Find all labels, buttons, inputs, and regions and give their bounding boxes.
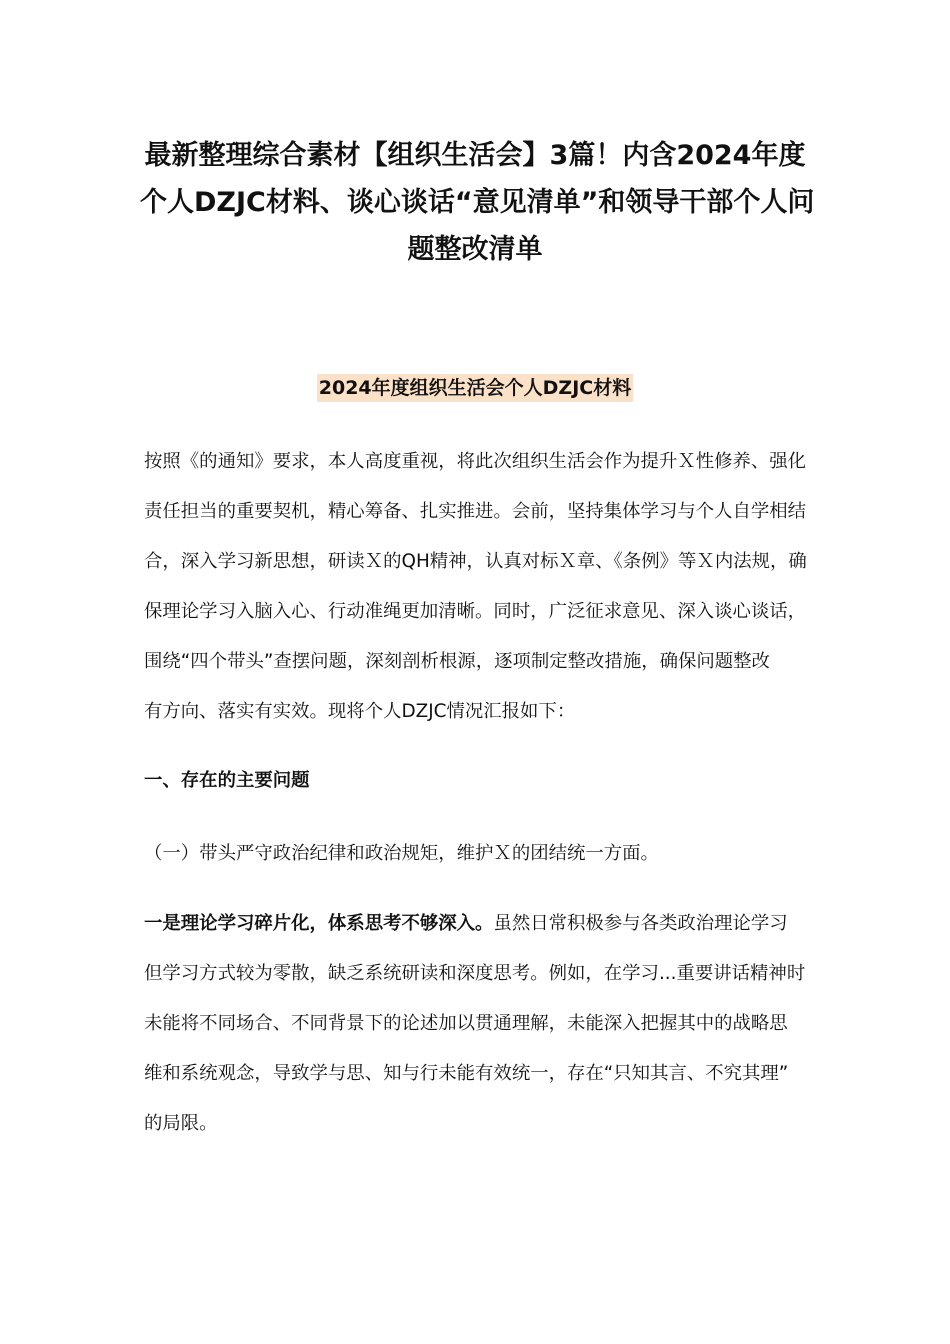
intro-line-5: 围绕“四个带头”查摆问题，深刻剖析根源，逐项制定整改措施，确保问题整改 [144, 651, 770, 672]
section-heading: 一、存在的主要问题 [144, 770, 310, 791]
point-one-line-3: 未能将不同场合、不同背景下的论述加以贯通理解，未能深入把握其中的战略思 [144, 1013, 788, 1034]
point-one-line-1 [144, 899, 808, 949]
intro-line-1: 按照《的通知》要求，本人高度重视，将此次组织生活会作为提升Ｘ性修养、强化 [144, 451, 807, 472]
title-line-2: 个人DZJC材料、谈心谈话“意见清单”和领导干部个人问 [140, 187, 815, 218]
point-one-line-4: 维和系统观念，导致学与思、知与行未能有效统一，存在“只知其言、不究其理” [144, 1063, 789, 1084]
title-line-3: 题整改清单 [407, 234, 543, 265]
intro-line-2: 责任担当的重要契机，精心筹备、扎实推进。会前，坚持集体学习与个人自学相结 [144, 501, 807, 522]
document-title [140, 132, 815, 273]
intro-line-6: 有方向、落实有实效。现将个人DZJC情况汇报如下： [144, 701, 576, 722]
point-one-line-2: 但学习方式较为零散，缺乏系统研读和深度思考。例如，在学习...重要讲话精神时 [144, 963, 806, 984]
subsection-heading: （一）带头严守政治纪律和政治规矩，维护Ｘ的团结统一方面。 [144, 843, 659, 864]
intro-line-4: 保理论学习入脑入心、行动准绳更加清晰。同时，广泛征求意见、深入谈心谈话， [144, 601, 807, 622]
intro-line-3: 合，深入学习新思想，研读Ｘ的QH精神，认真对标Ｘ章、《条例》等Ｘ内法规，确 [144, 551, 807, 572]
point-one-paragraph [144, 899, 808, 1149]
point-one-lead: 一是理论学习碎片化，体系思考不够深入。 [144, 913, 494, 934]
document-subtitle: 2024年度组织生活会个人DZJC材料 [317, 374, 633, 402]
intro-paragraph [144, 437, 808, 737]
subtitle-container [0, 374, 950, 402]
point-one-line-5: 的局限。 [144, 1113, 218, 1134]
point-one-first-rest: 虽然日常积极参与各类政治理论学习 [493, 913, 788, 934]
title-line-1: 最新整理综合素材【组织生活会】3篇！内含2024年度 [144, 140, 806, 171]
